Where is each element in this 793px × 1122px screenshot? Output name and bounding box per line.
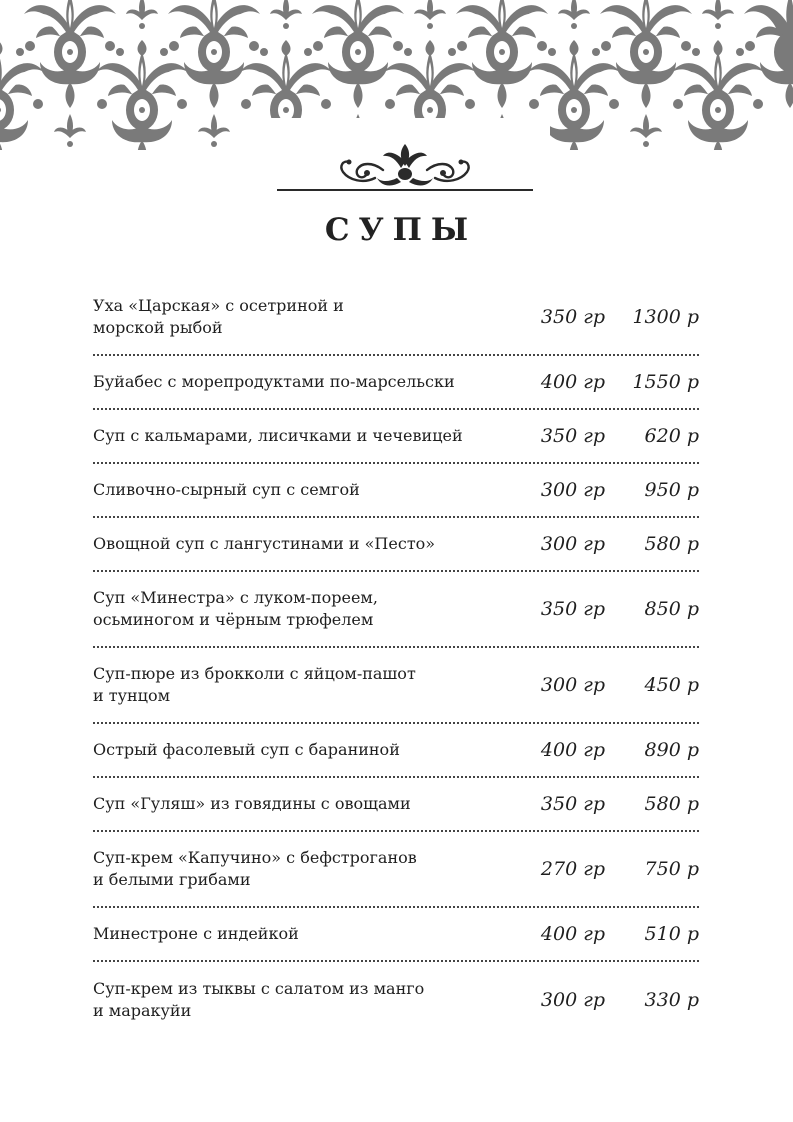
menu-item — [93, 832, 699, 908]
item-name: Уха «Царская» с осетриной и морской рыбой — [93, 296, 344, 337]
menu-item — [93, 518, 699, 572]
item-name: Минестроне с индейкой — [93, 924, 299, 943]
item-price: 580 р — [644, 793, 699, 815]
item-name: Буйабес с морепродуктами по-марсельски — [93, 372, 455, 391]
item-weight: 300 гр — [540, 989, 605, 1011]
item-name: Сливочно-сырный суп с семгой — [93, 480, 360, 499]
menu-item — [93, 572, 699, 648]
item-weight: 350 гр — [540, 793, 605, 815]
menu-list — [93, 280, 699, 1038]
item-name: Суп-крем из тыквы с салатом из манго и маракуйи — [93, 979, 425, 1020]
menu-item — [93, 908, 699, 962]
item-weight: 350 гр — [540, 598, 605, 620]
item-price: 890 р — [644, 739, 699, 761]
item-price: 330 р — [644, 989, 699, 1011]
item-price: 850 р — [644, 598, 699, 620]
menu-item — [93, 410, 699, 464]
item-price: 950 р — [644, 479, 699, 501]
item-weight: 300 гр — [540, 674, 605, 696]
menu-item — [93, 280, 699, 356]
damask-pattern-icon — [0, 0, 793, 150]
item-name: Овощной суп с лангустинами и «Песто» — [93, 534, 436, 553]
item-price: 620 р — [644, 425, 699, 447]
item-weight: 300 гр — [540, 533, 605, 555]
item-name: Суп-крем «Капучино» с бефстроганов и белыми грибами — [93, 848, 417, 889]
menu-item — [93, 962, 699, 1038]
section-title: СУПЫ — [324, 212, 478, 248]
item-weight: 350 гр — [540, 425, 605, 447]
item-price: 580 р — [644, 533, 699, 555]
floral-divider-ornament-icon — [277, 140, 533, 194]
item-weight: 300 гр — [540, 479, 605, 501]
menu-item — [93, 724, 699, 778]
menu-item — [93, 778, 699, 832]
item-weight: 270 гр — [540, 858, 605, 880]
item-name: Суп «Гуляш» из говядины с овощами — [93, 794, 411, 813]
item-weight: 400 гр — [540, 739, 605, 761]
menu-item — [93, 356, 699, 410]
item-price: 1550 р — [632, 371, 699, 393]
menu-item — [93, 648, 699, 724]
item-price: 1300 р — [632, 306, 699, 328]
item-weight: 400 гр — [540, 923, 605, 945]
item-name: Суп «Минестра» с луком-пореем, осьминогом и чёрным трюфелем — [93, 588, 378, 629]
item-price: 450 р — [644, 674, 699, 696]
item-name: Суп-пюре из брокколи с яйцом-пашот и тунцом — [93, 664, 416, 705]
item-name: Суп с кальмарами, лисичками и чечевицей — [93, 426, 463, 445]
menu-item — [93, 464, 699, 518]
item-weight: 350 гр — [540, 306, 605, 328]
item-price: 510 р — [644, 923, 699, 945]
item-price: 750 р — [644, 858, 699, 880]
item-name: Острый фасолевый суп с бараниной — [93, 740, 400, 759]
item-weight: 400 гр — [540, 371, 605, 393]
